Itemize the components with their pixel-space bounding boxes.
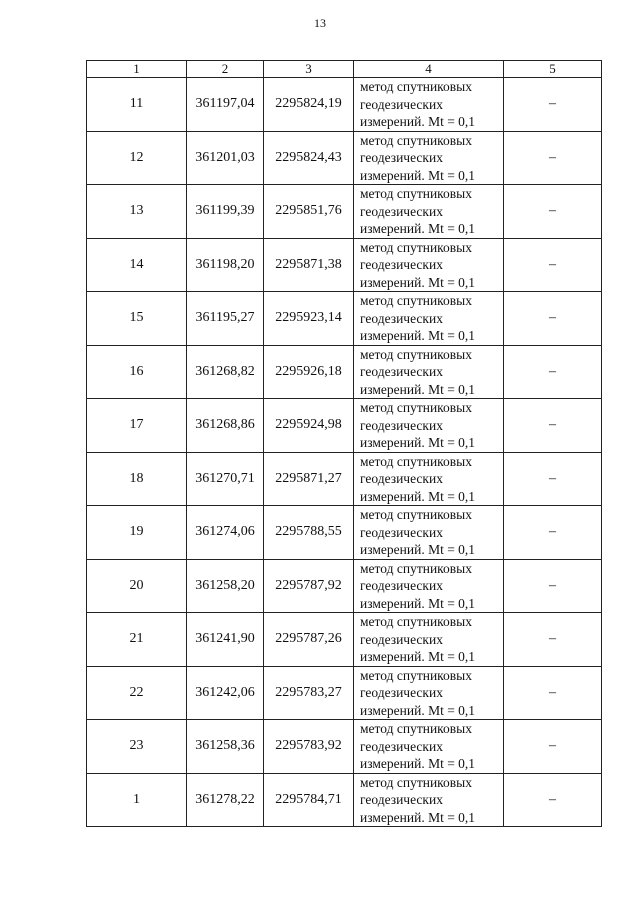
method-line: геодезических	[360, 96, 443, 112]
method-line: измерений. Mt = 0,1	[360, 167, 476, 183]
method-line: измерений. Mt = 0,1	[360, 756, 476, 771]
table-row	[87, 131, 602, 185]
header-row	[87, 61, 602, 78]
method-line: геодезических	[360, 792, 443, 807]
x-coordinate-cell: 361195,27	[187, 292, 264, 346]
x-coordinate-cell: 361268,86	[187, 399, 264, 453]
table-row	[87, 292, 602, 346]
x-coordinate-cell: 361199,39	[187, 185, 264, 239]
note-cell: –	[504, 613, 602, 667]
note-cell: –	[504, 720, 602, 774]
y-coordinate-cell: 2295924,98	[264, 399, 354, 453]
method-cell	[354, 559, 504, 613]
method-line: метод спутниковых	[360, 79, 472, 94]
method-line: метод спутниковых	[360, 614, 472, 629]
note-cell: –	[504, 78, 602, 132]
method-cell	[354, 78, 504, 132]
method-cell	[354, 452, 504, 506]
note-cell: –	[504, 131, 602, 185]
method-line: измерений. Mt = 0,1	[360, 381, 476, 397]
note-cell: –	[504, 452, 602, 506]
table-row	[87, 773, 602, 827]
method-line: измерений. Mt = 0,1	[360, 702, 476, 718]
note-cell: –	[504, 185, 602, 239]
x-coordinate-cell: 361274,06	[187, 506, 264, 560]
method-cell	[354, 720, 504, 774]
y-coordinate-cell: 2295871,38	[264, 238, 354, 292]
method-line: метод спутниковых	[360, 186, 472, 201]
method-line: метод спутниковых	[360, 293, 472, 308]
point-number-cell: 1	[87, 773, 187, 827]
method-line: метод спутниковых	[360, 774, 472, 790]
x-coordinate-cell: 361242,06	[187, 666, 264, 720]
table-row	[87, 506, 602, 560]
method-line: измерений. Mt = 0,1	[360, 649, 476, 664]
method-line: измерений. Mt = 0,1	[360, 221, 476, 236]
method-cell	[354, 292, 504, 346]
method-line: геодезических	[360, 364, 443, 379]
method-line: геодезических	[360, 685, 443, 700]
note-cell: –	[504, 559, 602, 613]
point-number-cell: 22	[87, 666, 187, 720]
method-cell	[354, 185, 504, 239]
point-number-cell: 21	[87, 613, 187, 667]
x-coordinate-cell: 361268,82	[187, 345, 264, 399]
method-cell	[354, 773, 504, 827]
point-number-cell: 15	[87, 292, 187, 346]
y-coordinate-cell: 2295926,18	[264, 345, 354, 399]
method-line: геодезических	[360, 310, 443, 326]
x-coordinate-cell: 361270,71	[187, 452, 264, 506]
table-body	[87, 78, 602, 827]
method-line: метод спутниковых	[360, 400, 472, 415]
note-cell: –	[504, 506, 602, 560]
point-number-cell: 19	[87, 506, 187, 560]
point-number-cell: 16	[87, 345, 187, 399]
x-coordinate-cell: 361258,36	[187, 720, 264, 774]
point-number-cell: 18	[87, 452, 187, 506]
method-line: измерений. Mt = 0,1	[360, 542, 476, 557]
y-coordinate-cell: 2295871,27	[264, 452, 354, 506]
column-header-4: 4	[354, 61, 504, 78]
point-number-cell: 12	[87, 131, 187, 185]
method-line: геодезических	[360, 524, 443, 540]
table-row	[87, 399, 602, 453]
column-header-1: 1	[87, 61, 187, 78]
method-cell	[354, 506, 504, 560]
y-coordinate-cell: 2295783,27	[264, 666, 354, 720]
note-cell: –	[504, 773, 602, 827]
method-line: метод спутниковых	[360, 667, 472, 683]
page-number: 13	[314, 16, 326, 30]
table-row	[87, 345, 602, 399]
y-coordinate-cell: 2295788,55	[264, 506, 354, 560]
x-coordinate-cell: 361258,20	[187, 559, 264, 613]
method-line: измерений. Mt = 0,1	[360, 435, 476, 450]
method-line: измерений. Mt = 0,1	[360, 488, 476, 504]
point-number-cell: 17	[87, 399, 187, 453]
method-cell	[354, 399, 504, 453]
method-line: геодезических	[360, 257, 443, 272]
table-row	[87, 559, 602, 613]
note-cell: –	[504, 345, 602, 399]
method-line: геодезических	[360, 203, 443, 219]
x-coordinate-cell: 361278,22	[187, 773, 264, 827]
point-number-cell: 13	[87, 185, 187, 239]
point-number-cell: 23	[87, 720, 187, 774]
table-row	[87, 185, 602, 239]
method-line: измерений. Mt = 0,1	[360, 114, 476, 129]
note-cell: –	[504, 666, 602, 720]
method-line: геодезических	[360, 417, 443, 433]
method-cell	[354, 613, 504, 667]
note-cell: –	[504, 238, 602, 292]
x-coordinate-cell: 361198,20	[187, 238, 264, 292]
table-row	[87, 720, 602, 774]
y-coordinate-cell: 2295824,19	[264, 78, 354, 132]
method-line: метод спутниковых	[360, 560, 472, 576]
method-line: измерений. Mt = 0,1	[360, 274, 476, 290]
note-cell: –	[504, 399, 602, 453]
method-line: измерений. Mt = 0,1	[360, 595, 476, 611]
x-coordinate-cell: 361241,90	[187, 613, 264, 667]
method-line: геодезических	[360, 738, 443, 754]
method-line: метод спутниковых	[360, 346, 472, 362]
point-number-cell: 20	[87, 559, 187, 613]
method-line: геодезических	[360, 471, 443, 486]
point-number-cell: 11	[87, 78, 187, 132]
x-coordinate-cell: 361201,03	[187, 131, 264, 185]
y-coordinate-cell: 2295787,26	[264, 613, 354, 667]
table-row	[87, 666, 602, 720]
table-row	[87, 452, 602, 506]
note-cell: –	[504, 292, 602, 346]
y-coordinate-cell: 2295783,92	[264, 720, 354, 774]
method-line: измерений. Mt = 0,1	[360, 328, 476, 343]
y-coordinate-cell: 2295787,92	[264, 559, 354, 613]
method-line: метод спутниковых	[360, 453, 472, 469]
method-cell	[354, 345, 504, 399]
y-coordinate-cell: 2295851,76	[264, 185, 354, 239]
method-line: метод спутниковых	[360, 132, 472, 148]
column-header-3: 3	[264, 61, 354, 78]
column-header-5: 5	[504, 61, 602, 78]
column-header-2: 2	[187, 61, 264, 78]
method-cell	[354, 238, 504, 292]
point-number-cell: 14	[87, 238, 187, 292]
method-line: метод спутниковых	[360, 721, 472, 736]
method-line: геодезических	[360, 150, 443, 165]
y-coordinate-cell: 2295923,14	[264, 292, 354, 346]
method-cell	[354, 131, 504, 185]
method-line: метод спутниковых	[360, 507, 472, 522]
table-row	[87, 78, 602, 132]
coordinates-table	[86, 60, 602, 827]
x-coordinate-cell: 361197,04	[187, 78, 264, 132]
table-row	[87, 613, 602, 667]
method-line: метод спутниковых	[360, 239, 472, 255]
table-row	[87, 238, 602, 292]
method-cell	[354, 666, 504, 720]
y-coordinate-cell: 2295784,71	[264, 773, 354, 827]
method-line: геодезических	[360, 578, 443, 593]
method-line: геодезических	[360, 631, 443, 647]
y-coordinate-cell: 2295824,43	[264, 131, 354, 185]
method-line: измерений. Mt = 0,1	[360, 809, 476, 825]
